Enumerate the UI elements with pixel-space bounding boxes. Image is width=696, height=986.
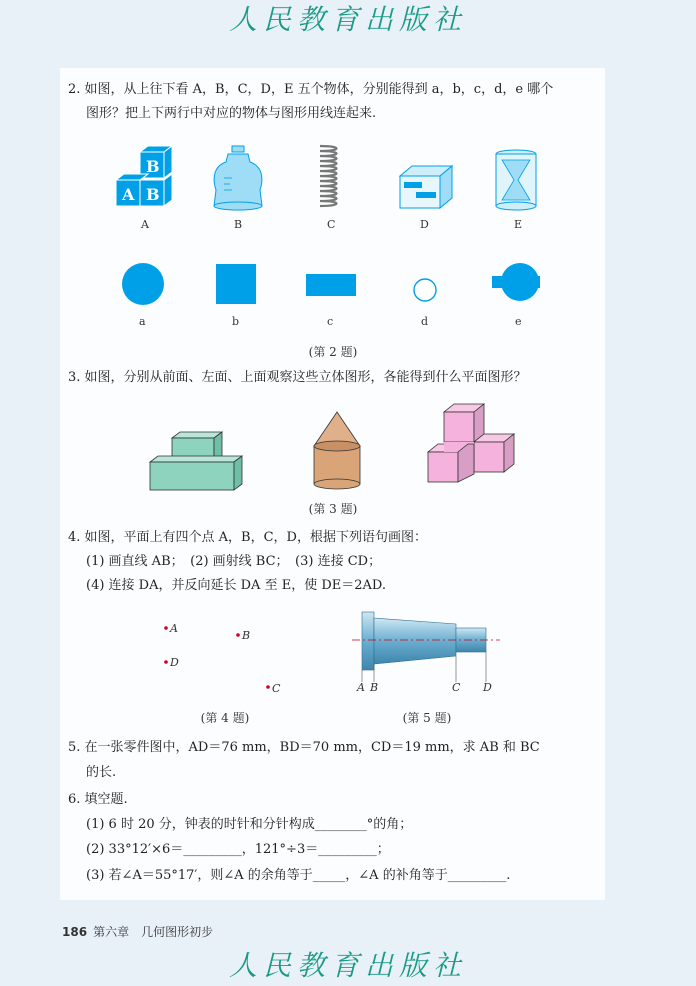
- svg-text:B: B: [146, 157, 160, 176]
- shaft-label-c: C: [452, 681, 461, 694]
- shape-label-d: d: [421, 315, 429, 328]
- point-d-dot: [164, 660, 168, 664]
- svg-text:A: A: [122, 185, 135, 204]
- point-a-dot: [164, 626, 168, 630]
- top-view-shapes: [120, 260, 540, 308]
- q2-caption: (第 2 题): [308, 345, 358, 359]
- shaft-label-a: A: [357, 681, 365, 694]
- shape-a-filled-circle: [122, 263, 164, 305]
- shaft-part-figure: [350, 608, 502, 682]
- publisher-brand: 人民教育出版社: [228, 3, 467, 36]
- page-number: 186: [62, 925, 88, 939]
- shape-c-rectangle: [306, 274, 356, 296]
- q6-item-1: (1) 6 时 20 分，钟表的时针和分针构成________°的角；: [86, 817, 413, 832]
- chapter-title: 第六章 几何图形初步: [93, 925, 214, 939]
- point-b-dot: [236, 633, 240, 637]
- object-label-a: A: [141, 218, 149, 231]
- q6-item-2: (2) 33°12′×6＝_________，121°÷3＝_________；: [86, 842, 390, 857]
- q6-item-3: (3) 若∠A＝55°17′，则∠A 的余角等于_____，∠A 的补角等于_________.: [86, 868, 511, 883]
- q4-text-line1: 4. 如图，平面上有四个点 A，B，C，D，根据下列语句画图：: [68, 530, 427, 545]
- q5-caption: (第 5 题): [402, 711, 452, 725]
- q2-text-line2: 图形？把上下两行中对应的物体与图形用线连起来.: [86, 106, 377, 121]
- water-jug-figure: [210, 144, 266, 212]
- shape-d-ring: [414, 279, 436, 301]
- object-label-d: D: [420, 218, 429, 231]
- q4-text-line3: (4) 连接 DA，并反向延长 DA 至 E，使 DE＝2AD.: [86, 578, 386, 593]
- publisher-brand-bottom: 人民教育出版社: [228, 949, 467, 982]
- q2-text-line1: 2. 如图，从上往下看 A，B，C，D，E 五个物体，分别能得到 a，b，c，d，e 哪个: [68, 82, 554, 97]
- spring-figure: [316, 142, 346, 212]
- shape-b-square: [216, 264, 256, 304]
- shape-label-b: b: [232, 315, 240, 328]
- cube-stack-figure: [426, 402, 516, 490]
- point-label-c: C: [272, 682, 281, 695]
- hourglass-figure: [494, 148, 538, 212]
- q3-text-line1: 3. 如图，分别从前面、左面、上面观察这些立体图形，各能得到什么平面图形？: [68, 370, 527, 385]
- shaft-label-d: D: [483, 681, 492, 694]
- point-label-a: A: [170, 622, 178, 635]
- q5-text-line2: 的长.: [86, 765, 117, 780]
- cone-on-cylinder-figure: [312, 410, 362, 490]
- stacked-blocks-figure: [148, 430, 244, 492]
- shaft-label-b: B: [370, 681, 379, 694]
- box-figure: [396, 160, 456, 212]
- four-points-figure: [160, 620, 290, 700]
- page-footer: [62, 923, 213, 940]
- object-label-c: C: [327, 218, 336, 231]
- header: [0, 0, 696, 40]
- bottom-brand-bar: [0, 946, 696, 983]
- q5-text-line1: 5. 在一张零件图中，AD＝76 mm，BD＝70 mm，CD＝19 mm，求 AB 和 BC: [68, 740, 540, 755]
- shape-label-a: a: [139, 315, 146, 328]
- point-label-b: B: [242, 629, 251, 642]
- q3-caption: (第 3 题): [308, 502, 358, 516]
- shape-label-c: c: [327, 315, 334, 328]
- q4-caption: (第 4 题): [200, 711, 250, 725]
- object-label-e: E: [514, 218, 523, 231]
- abc-blocks-figure: [112, 144, 180, 210]
- q4-text-line2: (1) 画直线 AB； (2) 画射线 BC； (3) 连接 CD；: [86, 554, 382, 569]
- point-label-d: D: [170, 656, 179, 669]
- svg-text:B: B: [146, 185, 160, 204]
- q6-title: 6. 填空题.: [68, 792, 128, 807]
- shape-e-circle-with-tabs: [492, 263, 540, 301]
- shape-label-e: e: [515, 315, 522, 328]
- point-c-dot: [266, 685, 270, 689]
- object-label-b: B: [234, 218, 243, 231]
